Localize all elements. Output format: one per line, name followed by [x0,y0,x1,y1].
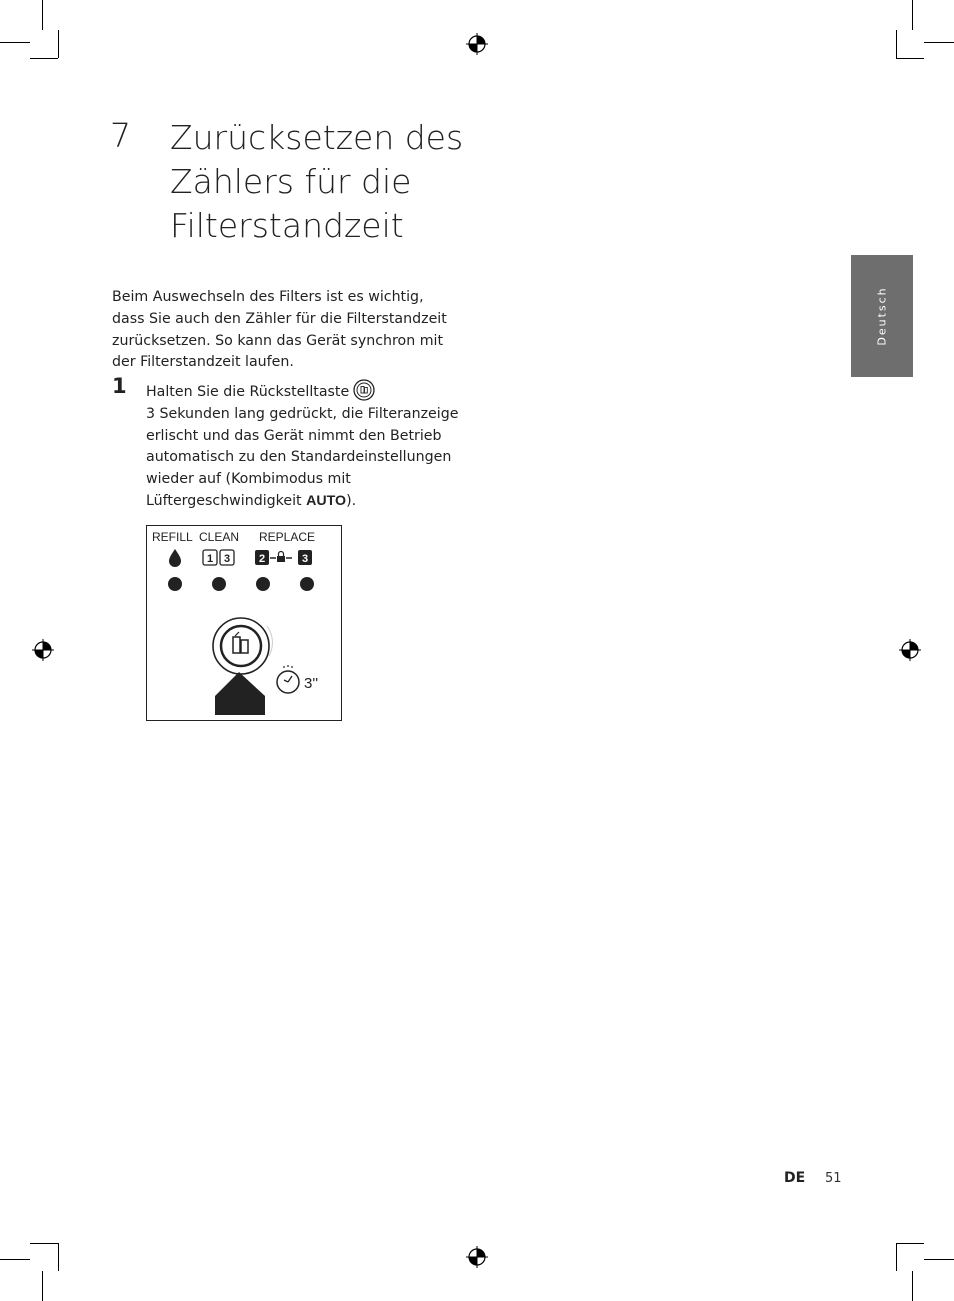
timer-icon [277,665,299,693]
step-line-text: Lüftergeschwindigkeit [146,492,307,509]
chapter-title-line: Filterstandzeit [170,206,404,245]
chapter-title [170,116,530,248]
refill-label: REFILL [152,530,193,544]
chapter-title-line: Zählers für die [170,162,412,201]
language-tab [851,255,913,377]
step-line [146,491,456,513]
replace-indicator-light-2 [300,577,314,591]
registration-mark-right [899,639,921,661]
replace-digit-1: 2 [258,553,266,565]
step-text [146,379,459,513]
replace-digit-2: 3 [301,553,309,565]
control-panel-figure [146,525,342,721]
chapter-number: 7 [110,116,131,155]
control-panel-drawing [147,526,340,719]
registration-mark-top [466,33,488,55]
step-line [146,379,456,404]
replace-label: REPLACE [259,530,316,544]
water-drop-icon [169,549,181,567]
reset-button-icon [353,379,375,401]
hold-time-label: 3'' [304,675,319,692]
footer-language: DE [784,1170,806,1186]
registration-mark-left [32,639,54,661]
intro-line: zurücksetzen. So kann das Gerät synchron mit [112,332,444,349]
registration-mark-bottom [466,1246,488,1268]
chapter-title-line: Zurücksetzen des [170,118,464,157]
intro-paragraph [112,287,452,374]
page-number: 51 [825,1171,842,1186]
step-line: erlischt und das Gerät nimmt den Betrieb [146,427,442,444]
step-line-text: ). [346,492,357,509]
clean-indicator-light [212,577,226,591]
clean-digit-1: 1 [206,553,214,565]
step-line: 3 Sekunden lang gedrückt, die Filteranzeige [146,405,459,422]
lock-icon [277,552,285,563]
reset-button [213,618,269,674]
step-line: wieder auf (Kombimodus mit [146,471,351,488]
intro-line: der Filterstandzeit laufen. [112,354,294,371]
auto-mode-label: AUTO [306,492,347,509]
clean-label: CLEAN [199,530,240,544]
step-number: 1 [112,374,127,398]
intro-line: dass Sie auch den Zähler für die Filterstandzeit [112,310,447,327]
replace-indicator-light-1 [256,577,270,591]
step-line: automatisch zu den Standardeinstellungen [146,449,452,466]
language-tab-label: Deutsch [875,286,889,346]
intro-line: Beim Auswechseln des Filters ist es wichtig, [112,289,424,305]
step-line-text: Halten Sie die Rückstelltaste [146,384,350,400]
refill-indicator-light [168,577,182,591]
press-arrow-icon [215,672,265,715]
clean-digit-2: 3 [223,553,231,565]
